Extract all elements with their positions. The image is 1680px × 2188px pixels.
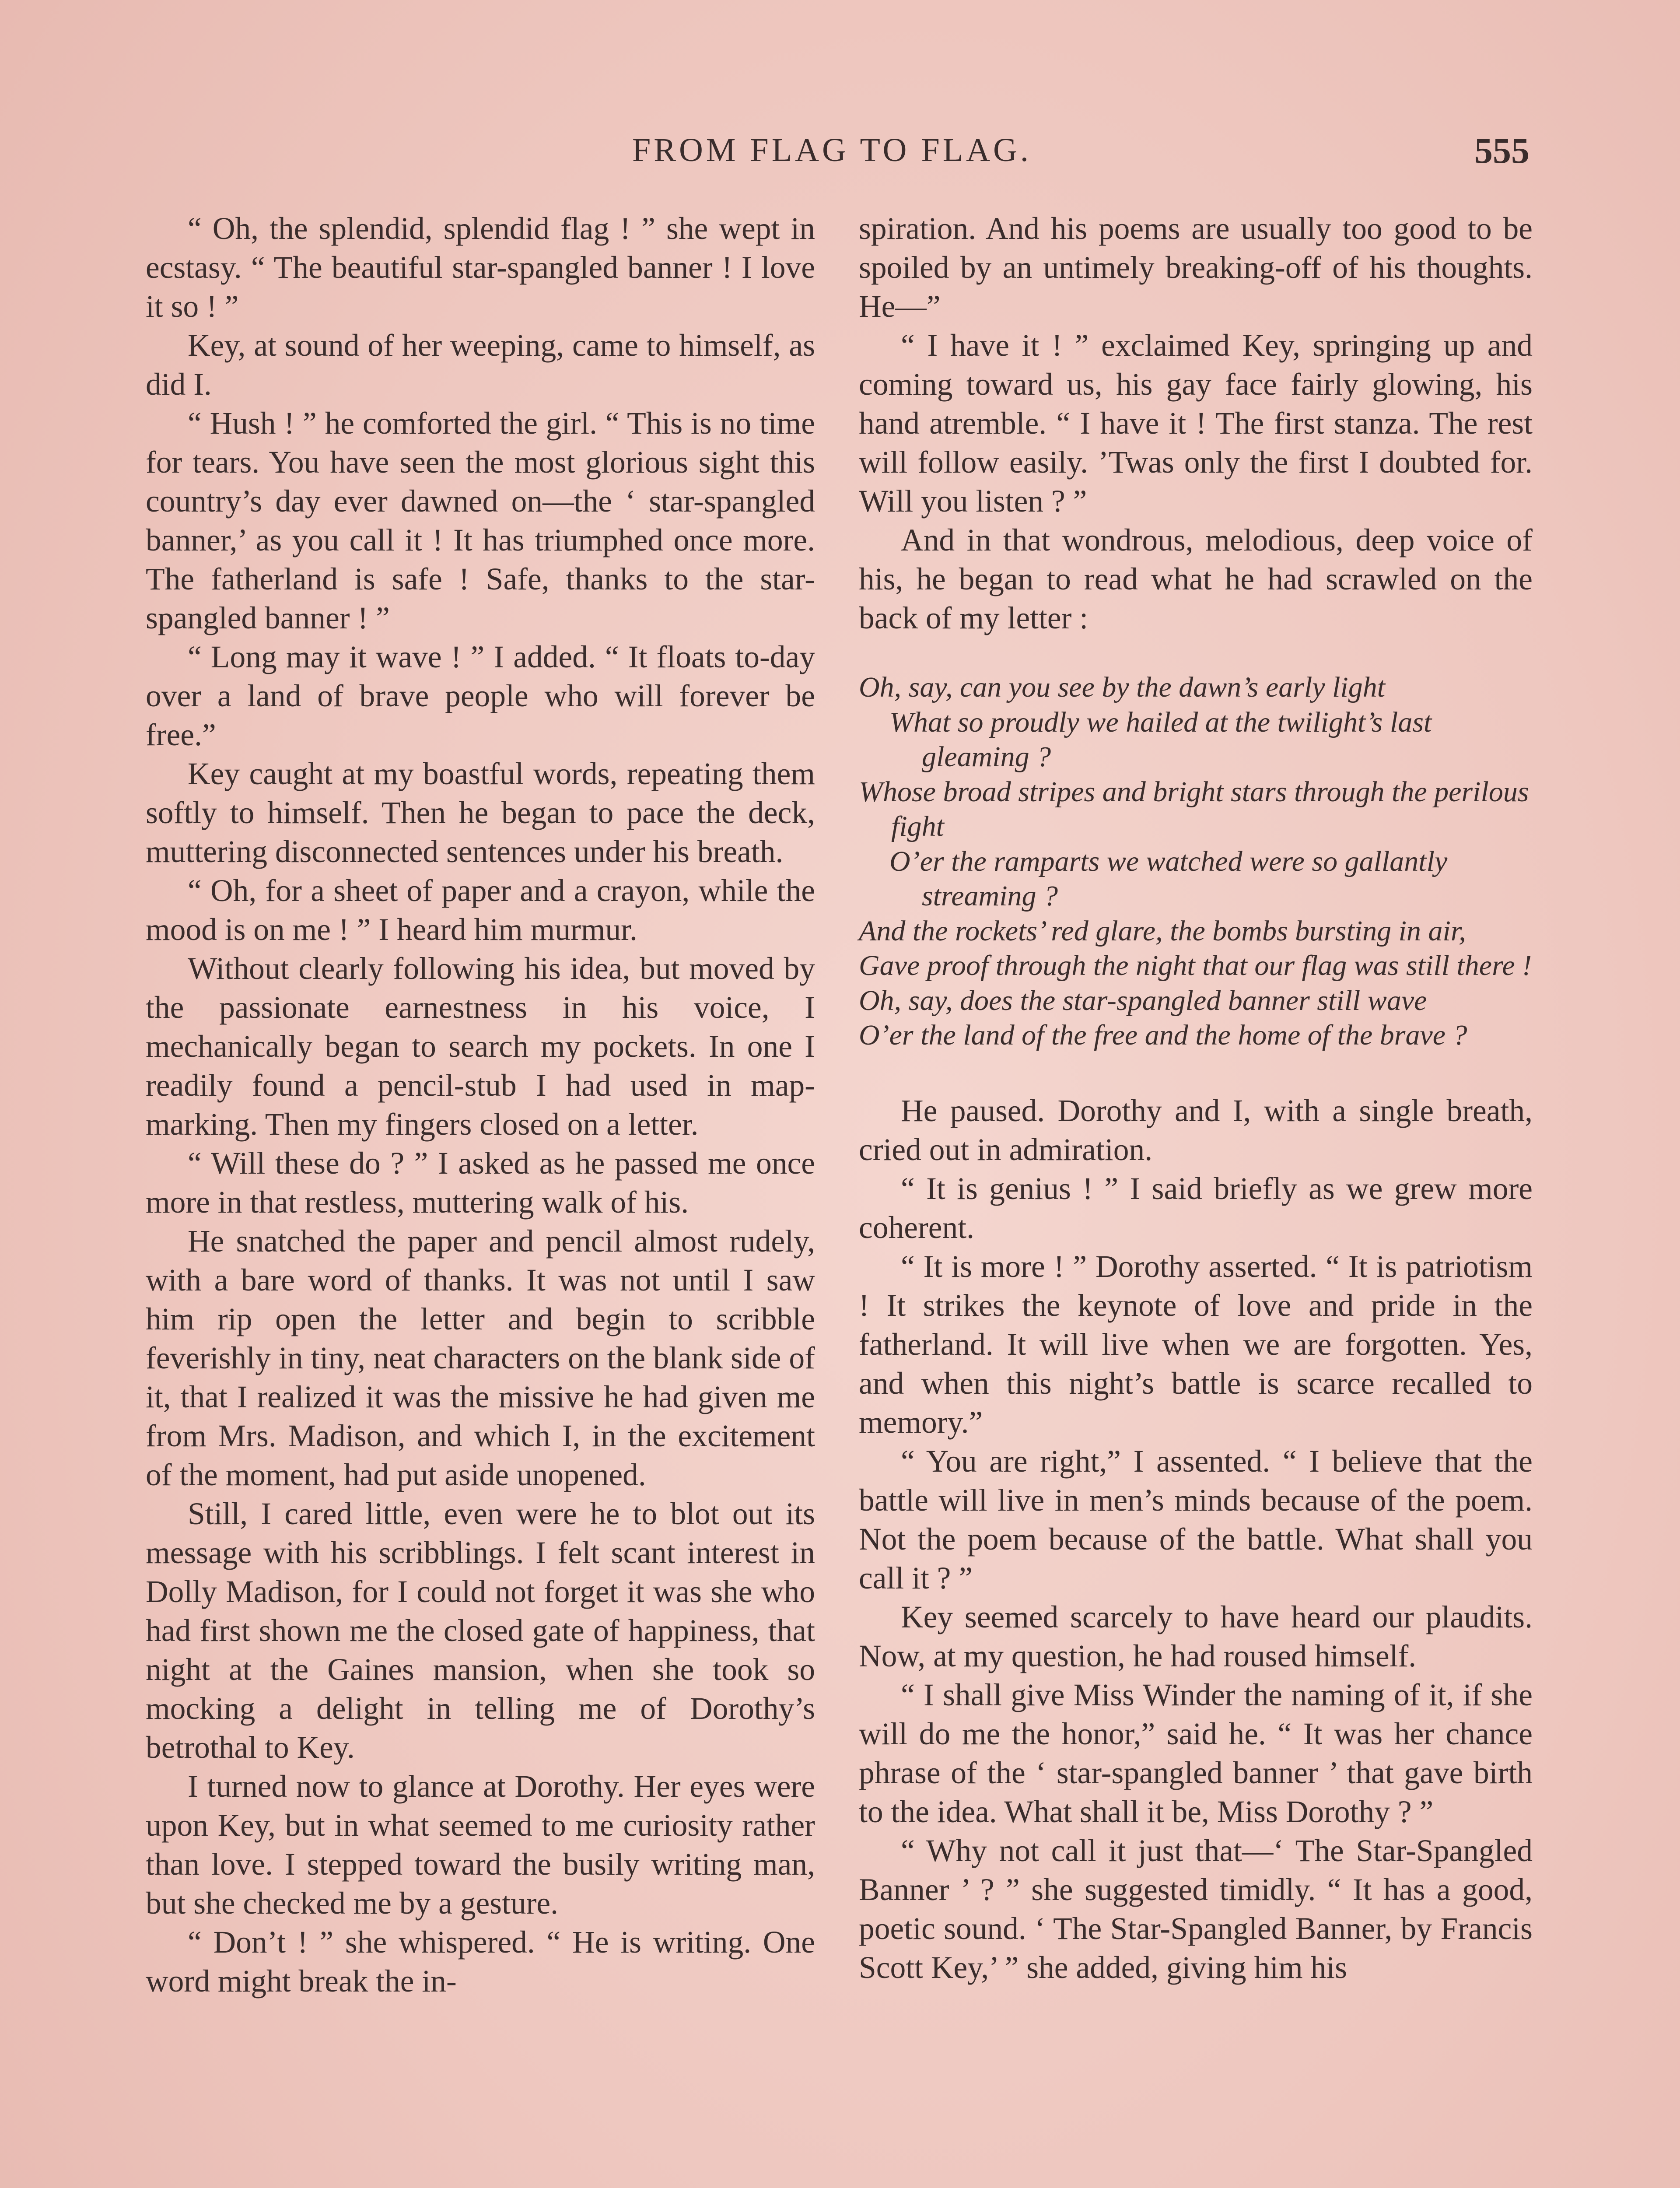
paragraph: “ You are right,” I assented. “ I believe that the battle will live in men’s minds because of the poem. Not the poem because of the battle. What shall you call it ? ” <box>859 1444 1533 1595</box>
paragraph: I turned now to glance at Dorothy. Her eyes were upon Key, but in what seemed to me curiosity rather than love. I stepped toward the busily writing man, but she checked me by a gesture. <box>146 1769 815 1921</box>
paragraph: “ It is genius ! ” I said briefly as we grew more coherent. <box>859 1171 1533 1245</box>
paragraph: “ It is more ! ” Dorothy asserted. “ It is patriotism ! It strikes the keynote of love and pride in the fatherland. It will live when we are forgotten. Yes, and when this night’s battle is scarce recalled to memory.” <box>859 1249 1533 1440</box>
paragraph: Still, I cared little, even were he to blot out its message with his scribblings. I felt scant interest in Dolly Madison, for I could not forget it was she who had first shown me the closed gate of happiness, that night at the Gaines mansion, when she took so mocking a delight in telling me of Dorothy’s betrothal to Key. <box>146 1497 815 1765</box>
paragraph: “ Will these do ? ” I asked as he passed me once more in that restless, muttering walk of his. <box>146 1146 815 1220</box>
right-column <box>859 209 1533 1987</box>
paragraph: “ I shall give Miss Winder the naming of it, if she will do me the honor,” said he. “ It was her chance phrase of the ‘ star-spangled banner ’ that gave birth to the idea. What shall it be, Miss Dorothy ? ” <box>859 1677 1533 1829</box>
paragraph: “ Why not call it just that—‘ The Star-Spangled Banner ’ ? ” she suggested timidly. “ It has a good, poetic sound. ‘ The Star-Spangled Banner, by Francis Scott Key,’ ” she added, giving him his <box>859 1833 1533 1985</box>
poem-line: Whose broad stripes and bright stars through the perilous fight <box>859 775 1529 842</box>
poem-line: What so proudly we hailed at the twilight’s last gleaming ? <box>889 706 1432 773</box>
paragraph: “ Don’t ! ” she whispered. “ He is writing. One word might break the in- <box>146 1925 815 1999</box>
paragraph: “ Oh, the splendid, splendid flag ! ” she wept in ecstasy. “ The beautiful star-spangled banner ! I love it so ! ” <box>146 211 815 324</box>
poem-stanza <box>859 670 1533 1053</box>
poem-line: Oh, say, can you see by the dawn’s early light <box>859 671 1386 703</box>
running-title: FROM FLAG TO FLAG. <box>632 132 1032 168</box>
paragraph: Key seemed scarcely to have heard our plaudits. Now, at my question, he had roused himself. <box>859 1599 1533 1673</box>
poem-line: O’er the land of the free and the home of the brave ? <box>859 1019 1467 1051</box>
paragraph: Key, at sound of her weeping, came to himself, as did I. <box>146 328 815 402</box>
paragraph: “ Long may it wave ! ” I added. “ It floats to-day over a land of brave people who will forever be free.” <box>146 640 815 752</box>
poem-line: Gave proof through the night that our flag was still there ! <box>859 950 1532 982</box>
page-header <box>0 127 1680 179</box>
poem-line: Oh, say, does the star-spangled banner still wave <box>859 984 1427 1017</box>
paragraph: He paused. Dorothy and I, with a single breath, cried out in admiration. <box>859 1093 1533 1167</box>
paragraph: Key caught at my boastful words, repeating them softly to himself. Then he began to pace the deck, muttering disconnected sentences under his breath. <box>146 757 815 869</box>
paragraph: And in that wondrous, melodious, deep voice of his, he began to read what he had scrawled on the back of my letter : <box>859 523 1533 635</box>
paragraph: “ Hush ! ” he comforted the girl. “ This is no time for tears. You have seen the most glorious sight this country’s day ever dawned on—the ‘ star-spangled banner,’ as you call it ! It has triumphed once more. The fatherland is safe ! Safe, thanks to the star-spangled banner ! ” <box>146 406 815 635</box>
paragraph: Without clearly following his idea, but moved by the passionate earnestness in his voice, I mechanically began to search my pockets. In one I readily found a pencil-stub I had used in map-marking. Then my fingers closed on a letter. <box>146 951 815 1142</box>
paragraph: spiration. And his poems are usually too good to be spoiled by an untimely breaking-off of his thoughts. He—” <box>859 211 1533 324</box>
paragraph: He snatched the paper and pencil almost rudely, with a bare word of thanks. It was not until I saw him rip open the letter and begin to scribble feverishly in tiny, neat characters on the blank side of it, that I realized it was the missive he had given me from Mrs. Madison, and which I, in the excitement of the moment, had put aside unopened. <box>146 1224 815 1492</box>
poem-line: And the rockets’ red glare, the bombs bursting in air, <box>859 915 1466 947</box>
left-column <box>146 209 815 2001</box>
poem-line: O’er the ramparts we watched were so gallantly streaming ? <box>889 845 1448 912</box>
page-number: 555 <box>1474 130 1530 171</box>
paragraph: “ I have it ! ” exclaimed Key, springing up and coming toward us, his gay face fairly glowing, his hand atremble. “ I have it ! The first stanza. The rest will follow easily. ’Twas only the first I doubted for. Will you listen ? ” <box>859 328 1533 519</box>
paragraph: “ Oh, for a sheet of paper and a crayon, while the mood is on me ! ” I heard him murmur. <box>146 873 815 947</box>
